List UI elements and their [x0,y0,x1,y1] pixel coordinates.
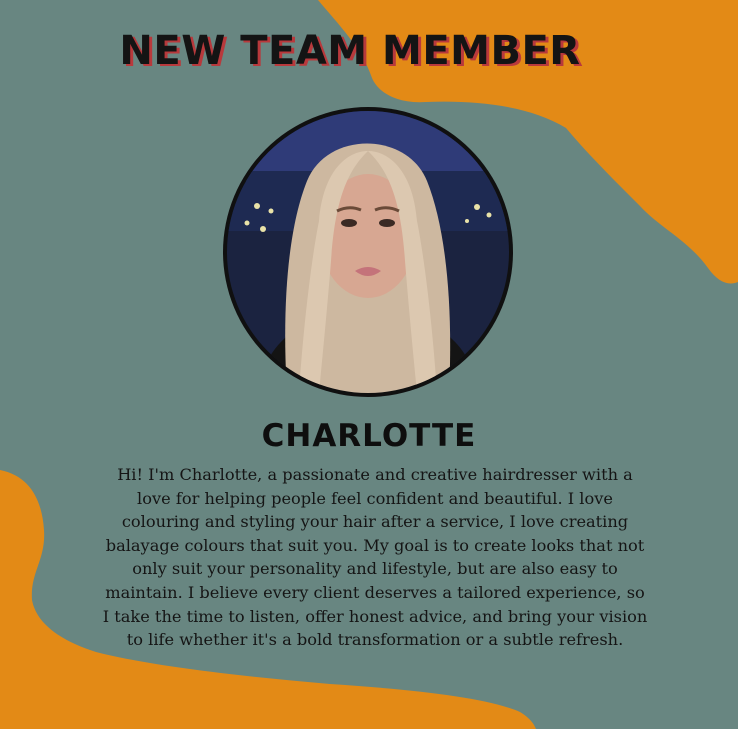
member-bio: Hi! I'm Charlotte, a passionate and creative hairdresser with a love for helping people feel confident and beautiful. I love colouring and styling your hair after a service, I love creating balayage colours that suit you. My goal is to create looks that not only suit your personality and lifestyle, but are also easy to maintain. I believe every client deserves a tailored experience, so I take the time to listen, offer honest advice, and bring your vision to life whether it's a bold transformation or a subtle refresh. [102,465,648,650]
member-name: CHARLOTTE [261,418,477,454]
profile-photo [227,111,509,393]
page-title: NEW TEAM MEMBER [119,28,581,74]
portrait-illustration [227,111,509,393]
